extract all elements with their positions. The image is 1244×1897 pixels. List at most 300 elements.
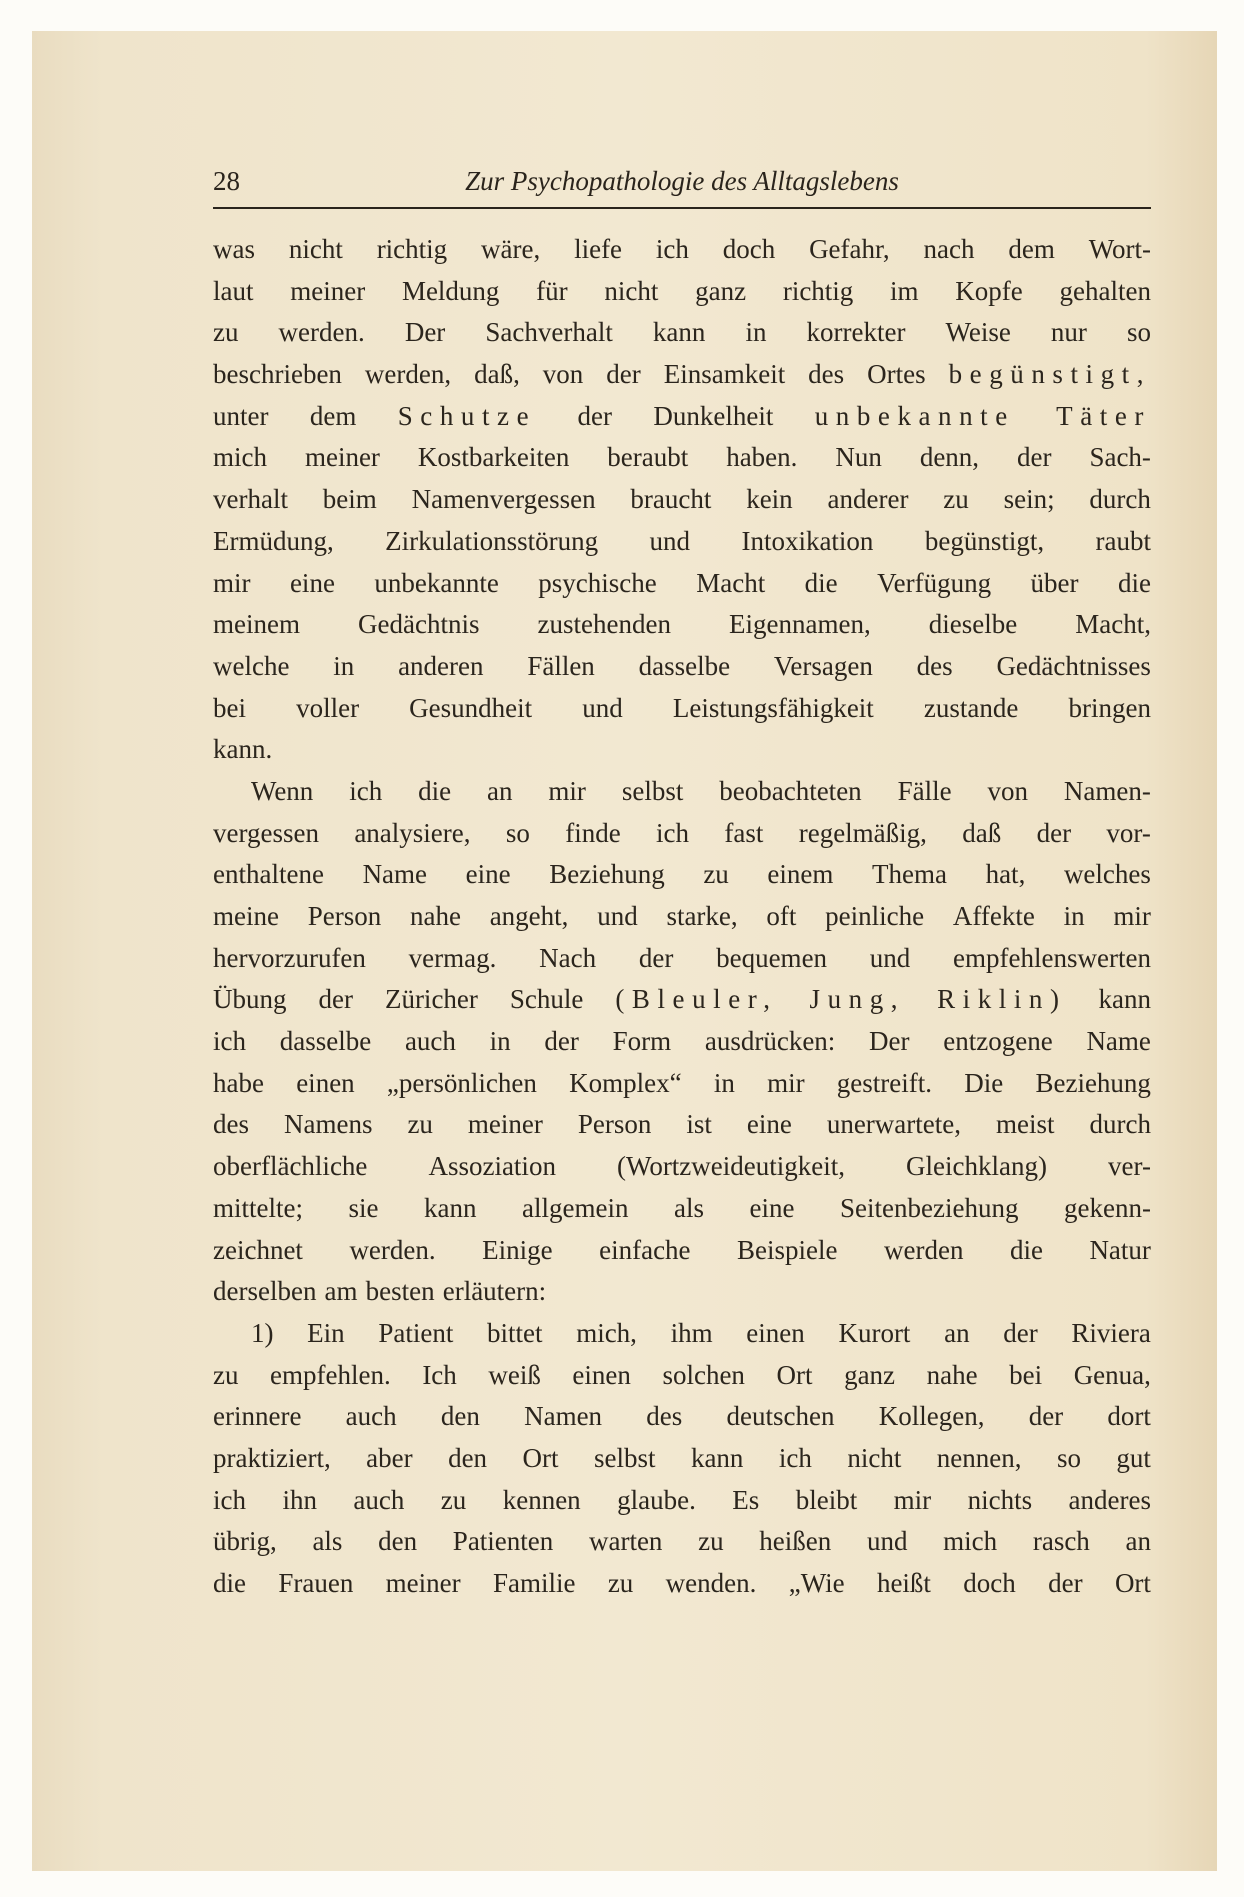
- word: über: [1030, 567, 1079, 598]
- word: sein;: [1003, 484, 1055, 515]
- word: Sachverhalt: [485, 317, 613, 348]
- word: bittet: [487, 1317, 543, 1348]
- text-line: [213, 1063, 1151, 1105]
- word: praktiziert,: [213, 1442, 331, 1473]
- word: welche: [213, 650, 290, 681]
- spaced-word: Jung,: [809, 984, 906, 1015]
- word: übrig,: [213, 1526, 277, 1557]
- word: dem: [1008, 234, 1055, 264]
- text-line: [213, 563, 1151, 605]
- text-line: [213, 1396, 1151, 1438]
- word: Ermüdung,: [213, 525, 334, 556]
- word: die: [1009, 1234, 1043, 1265]
- word: meist: [995, 1109, 1055, 1140]
- word: selbst: [593, 1442, 656, 1473]
- word: der: [1048, 1568, 1083, 1598]
- word: empfehlenswerten: [953, 942, 1151, 973]
- word: ihn: [282, 1484, 317, 1515]
- word: anderen: [398, 650, 484, 681]
- word: der: [1017, 442, 1052, 473]
- word: Komplex“: [569, 1067, 682, 1098]
- spaced-word: Täter: [1056, 400, 1151, 431]
- word: Gleichklang): [906, 1151, 1047, 1182]
- word: nichts: [967, 1484, 1033, 1515]
- word: mir: [767, 1067, 805, 1098]
- word: gehalten: [1059, 275, 1151, 306]
- word: korrekter: [806, 317, 906, 348]
- word: rasch: [1032, 1526, 1090, 1557]
- word: kann: [690, 1442, 744, 1473]
- text-line: [213, 688, 1151, 730]
- word: Zirkulationsstörung: [385, 525, 599, 556]
- word: auch: [404, 1026, 456, 1057]
- word: oft: [766, 901, 797, 931]
- text-line: [213, 354, 1151, 396]
- word: nach: [923, 234, 975, 264]
- word: nicht: [847, 1442, 902, 1473]
- word: erläutern:: [442, 1276, 547, 1307]
- spaced-word: Riklin): [937, 984, 1067, 1015]
- running-title: Zur Psychopathologie des Alltagslebens: [465, 166, 899, 196]
- word: welches: [1063, 859, 1151, 890]
- word: zeichnet: [213, 1234, 303, 1265]
- word: so: [1126, 317, 1151, 348]
- word: (Wortzweideutigkeit,: [617, 1151, 845, 1182]
- text-line: [213, 1438, 1151, 1480]
- word: Ich: [422, 1359, 457, 1390]
- word: empfehlen.: [270, 1359, 391, 1390]
- word: raubt: [1095, 525, 1151, 556]
- word: unerwartete,: [826, 1109, 961, 1140]
- word: und: [649, 525, 691, 556]
- word: Gesundheit: [409, 692, 533, 723]
- word: ganz: [844, 1359, 896, 1390]
- word: habe: [213, 1067, 264, 1098]
- word: in: [333, 650, 355, 681]
- word: Verfügung: [877, 567, 992, 598]
- word: Seitenbeziehung: [840, 1192, 1019, 1223]
- header-rule: [213, 207, 1151, 209]
- word: und: [582, 692, 623, 723]
- text-line: [213, 604, 1151, 646]
- word: als: [674, 1192, 704, 1223]
- word: und: [866, 1526, 908, 1557]
- word: Person: [307, 901, 382, 931]
- word: vermag.: [408, 942, 497, 973]
- word: Macht,: [1075, 609, 1151, 640]
- word: der: [577, 400, 612, 431]
- word: von: [987, 775, 1028, 806]
- word: ich: [349, 775, 383, 806]
- word: durch: [1089, 1109, 1151, 1140]
- word: beschrieben: [213, 359, 342, 390]
- text-line: [213, 1313, 1151, 1355]
- word: Kostbarkeiten: [417, 442, 570, 473]
- word: ist: [686, 1109, 712, 1140]
- word: Weise: [945, 317, 1011, 348]
- word: Genua,: [1073, 1359, 1151, 1390]
- word: Kopfe: [955, 275, 1023, 306]
- text-line: [213, 312, 1151, 354]
- word: doch: [722, 234, 776, 264]
- word: mir: [548, 775, 586, 806]
- word: solchen: [662, 1359, 745, 1390]
- word: den: [378, 1526, 418, 1557]
- word: aber: [366, 1442, 413, 1473]
- word: doch: [963, 1568, 1016, 1598]
- word: eine: [746, 1109, 792, 1140]
- page-header: [213, 166, 1151, 200]
- word: zu: [213, 317, 239, 348]
- word: erinnere: [213, 1401, 302, 1432]
- word: finde: [565, 817, 621, 848]
- word: auch: [353, 1484, 405, 1515]
- word: beim: [322, 484, 377, 515]
- word: Versagen: [773, 650, 873, 681]
- word: nicht: [604, 275, 659, 306]
- word: eine: [749, 1192, 795, 1223]
- word: der: [638, 942, 674, 973]
- text-line: [213, 938, 1151, 980]
- word: deutschen: [726, 1401, 835, 1432]
- word: daß: [962, 817, 1002, 848]
- word: entzogene: [943, 1026, 1053, 1057]
- text-line: [213, 271, 1151, 313]
- word: Dunkelheit: [653, 400, 774, 431]
- word: Einige: [482, 1234, 553, 1265]
- word: „persönlichen: [386, 1067, 537, 1098]
- text-line: [213, 479, 1151, 521]
- text-line: [213, 854, 1151, 896]
- page-number: 28: [213, 166, 240, 196]
- word: Fällen: [527, 650, 595, 681]
- word: nahe: [409, 901, 461, 931]
- word: kann: [1098, 984, 1151, 1015]
- word: anderer: [827, 484, 909, 515]
- word: der: [1003, 1317, 1038, 1348]
- word: der: [544, 1026, 579, 1057]
- word: werden,: [364, 359, 452, 390]
- word: starke,: [666, 901, 738, 931]
- word: Fälle: [897, 775, 952, 806]
- word: einfache: [599, 1234, 691, 1265]
- word: Assoziation: [428, 1151, 556, 1182]
- word: Ort: [1114, 1568, 1151, 1598]
- word: des: [213, 1109, 249, 1140]
- text-line: [213, 979, 1151, 1021]
- word: beobachteten: [719, 775, 862, 806]
- word: bringen: [1068, 692, 1151, 723]
- word: Patient: [378, 1317, 454, 1348]
- word: gekenn-: [1063, 1192, 1151, 1223]
- word: werden.: [349, 1234, 436, 1265]
- word: Ein: [307, 1317, 345, 1348]
- word: Thema: [872, 859, 947, 890]
- word: an: [487, 775, 513, 806]
- word: dieselbe: [928, 609, 1018, 640]
- word: meiner: [304, 442, 380, 473]
- word: des: [808, 359, 845, 390]
- word: peinliche: [825, 901, 925, 931]
- word: nicht: [288, 234, 343, 264]
- word: Gefahr,: [809, 234, 890, 264]
- word: für: [536, 275, 568, 306]
- word: begünstigt,: [924, 525, 1045, 556]
- word: meine: [213, 901, 279, 931]
- word: braucht: [630, 484, 712, 515]
- word: sie: [348, 1192, 379, 1223]
- word: die: [1117, 567, 1151, 598]
- text-line: [213, 1104, 1151, 1146]
- word: mich,: [576, 1317, 637, 1348]
- word: vor-: [1106, 817, 1151, 848]
- word: einen: [296, 1067, 355, 1098]
- word: der: [606, 359, 641, 390]
- word: Übung: [213, 984, 287, 1015]
- word: was: [213, 234, 255, 264]
- word: verhalt: [213, 484, 288, 515]
- word: Wenn: [251, 775, 314, 806]
- text-line: [213, 1146, 1151, 1188]
- word: ver-: [1108, 1151, 1151, 1182]
- word: zu: [407, 1109, 433, 1140]
- word: richtig: [376, 234, 448, 264]
- word: und: [869, 942, 911, 973]
- word: hervorzurufen: [213, 942, 366, 973]
- word: in: [745, 317, 767, 348]
- word: dasselbe: [638, 650, 731, 681]
- word: eine: [289, 567, 335, 598]
- word: die: [804, 567, 838, 598]
- word: Eigennamen,: [729, 609, 871, 640]
- word: meiner: [385, 1568, 461, 1598]
- word: angeht,: [489, 901, 569, 931]
- word: Gedächtnis: [358, 609, 480, 640]
- word: an: [944, 1317, 970, 1348]
- word: am: [324, 1276, 358, 1307]
- word: Person: [577, 1109, 652, 1140]
- word: bleibt: [795, 1484, 858, 1515]
- word: mir: [893, 1484, 932, 1515]
- word: Name: [1086, 1026, 1151, 1057]
- word: anderes: [1068, 1484, 1151, 1515]
- word: bei: [213, 692, 246, 723]
- word: bei: [1009, 1359, 1043, 1390]
- word: heißen: [759, 1526, 832, 1557]
- word: Leistungsfähigkeit: [672, 692, 874, 723]
- word: gut: [1116, 1442, 1151, 1473]
- word: Wort-: [1088, 234, 1151, 264]
- word: in: [713, 1067, 735, 1098]
- word: glaube.: [617, 1484, 696, 1515]
- word: zu: [607, 1568, 634, 1598]
- word: Namen: [524, 1401, 603, 1432]
- word: kann.: [213, 734, 273, 765]
- text-line: [213, 896, 1151, 938]
- word: heißt: [876, 1568, 931, 1598]
- word: unter: [213, 400, 269, 431]
- word: als: [312, 1526, 343, 1557]
- word: mir: [1113, 901, 1151, 931]
- word: bequemen: [716, 942, 828, 973]
- word: denn,: [919, 442, 980, 473]
- word: Riviera: [1071, 1317, 1151, 1348]
- word: Es: [732, 1484, 760, 1515]
- word: derselben: [213, 1276, 317, 1307]
- word: den: [440, 1401, 480, 1432]
- word: die: [418, 775, 452, 806]
- word: an: [1125, 1526, 1151, 1557]
- word: kann: [424, 1192, 477, 1223]
- word: zu: [213, 1359, 239, 1390]
- word: warten: [588, 1526, 663, 1557]
- word: ich: [778, 1442, 812, 1473]
- word: Der: [869, 1026, 910, 1057]
- word: Gedächtnisses: [996, 650, 1151, 681]
- word: Züricher: [384, 984, 478, 1015]
- word: von: [542, 359, 584, 390]
- word: kann: [652, 317, 706, 348]
- word: Patienten: [452, 1526, 554, 1557]
- word: mir: [213, 567, 251, 598]
- word: daß,: [474, 359, 520, 390]
- word: meiner: [467, 1109, 543, 1140]
- text-line: [213, 521, 1151, 563]
- word: nennen,: [936, 1442, 1022, 1473]
- word: Namen-: [1063, 775, 1151, 806]
- word: liefe: [574, 234, 623, 264]
- word: gestreift.: [836, 1067, 933, 1098]
- word: wäre,: [481, 234, 541, 264]
- word: im: [890, 275, 919, 306]
- word: Natur: [1089, 1234, 1151, 1265]
- word: zu: [703, 859, 729, 890]
- word: Die: [964, 1067, 1004, 1098]
- word: der: [1028, 1401, 1064, 1432]
- text-line: [213, 1480, 1151, 1522]
- word: haben.: [726, 442, 798, 473]
- text-line: [213, 1188, 1151, 1230]
- text-line: [213, 646, 1151, 688]
- word: dem: [309, 400, 357, 431]
- word: 1): [251, 1317, 274, 1348]
- word: Beziehung: [549, 859, 665, 890]
- word: laut: [213, 275, 254, 306]
- word: Einsamkeit: [663, 359, 786, 390]
- word: hat,: [985, 859, 1026, 890]
- word: ich: [655, 234, 689, 264]
- word: Nun: [835, 442, 882, 473]
- text-line: [213, 1230, 1151, 1272]
- text-line: [213, 437, 1151, 479]
- spaced-word: Schutze: [397, 400, 537, 431]
- word: unbekannte: [374, 567, 499, 598]
- text-line: [213, 229, 1151, 271]
- word: einen: [746, 1317, 805, 1348]
- word: durch: [1089, 484, 1151, 515]
- text-line: [213, 1021, 1151, 1063]
- spaced-word: begünstigt,: [948, 359, 1151, 390]
- word: Meldung: [401, 275, 500, 306]
- spaced-word: unbekannte: [814, 400, 1015, 431]
- spaced-word: (Bleuler,: [615, 984, 778, 1015]
- body-text: [213, 229, 1151, 1605]
- word: so: [1056, 1442, 1081, 1473]
- word: mittelte;: [213, 1192, 303, 1223]
- word: ich: [656, 817, 690, 848]
- word: richtig: [782, 275, 854, 306]
- word: in: [1063, 901, 1085, 931]
- word: Kurort: [838, 1317, 911, 1348]
- word: wenden.: [665, 1568, 757, 1598]
- word: die: [213, 1568, 246, 1598]
- word: zustande: [923, 692, 1019, 723]
- word: selbst: [621, 775, 684, 806]
- word: zu: [943, 484, 969, 515]
- word: enthaltene: [213, 859, 324, 890]
- word: Der: [404, 317, 446, 348]
- text-line: [213, 1521, 1151, 1563]
- word: allgemein: [522, 1192, 629, 1223]
- word: einem: [767, 859, 834, 890]
- text-line: [213, 396, 1151, 438]
- word: meiner: [290, 275, 366, 306]
- text-line: [213, 813, 1151, 855]
- word: Affekte: [952, 901, 1035, 931]
- word: Ort: [522, 1442, 559, 1473]
- word: Ort: [776, 1359, 813, 1390]
- word: Namens: [283, 1109, 373, 1140]
- word: ich: [213, 1026, 246, 1057]
- text-line: [213, 729, 1151, 771]
- word: einen: [572, 1359, 631, 1390]
- word: ganz: [695, 275, 747, 306]
- word: kennen: [502, 1484, 581, 1515]
- word: nahe: [926, 1359, 978, 1390]
- word: regelmäßig,: [798, 817, 927, 848]
- word: ihm: [670, 1317, 713, 1348]
- word: Beispiele: [737, 1234, 838, 1265]
- word: in: [489, 1026, 511, 1057]
- text-line: [213, 1563, 1151, 1605]
- word: oberflächliche: [213, 1151, 368, 1182]
- word: Ortes: [867, 359, 926, 390]
- text-line: [213, 771, 1151, 813]
- word: Name: [362, 859, 428, 890]
- word: des: [916, 650, 953, 681]
- word: fast: [724, 817, 764, 848]
- word: kein: [746, 484, 793, 515]
- word: Form: [612, 1026, 672, 1057]
- word: werden: [884, 1234, 964, 1265]
- word: werden.: [278, 317, 365, 348]
- word: voller: [296, 692, 360, 723]
- word: der: [318, 984, 353, 1015]
- word: so: [505, 817, 530, 848]
- word: Sach-: [1089, 442, 1151, 473]
- word: zu: [440, 1484, 467, 1515]
- word: des: [646, 1401, 683, 1432]
- word: eine: [465, 859, 511, 890]
- word: Intoxikation: [741, 525, 874, 556]
- word: Beziehung: [1035, 1067, 1151, 1098]
- word: ich: [213, 1484, 246, 1515]
- word: Schule: [509, 984, 584, 1015]
- word: weiß: [488, 1359, 541, 1390]
- word: zu: [698, 1526, 724, 1557]
- word: den: [448, 1442, 488, 1473]
- text-line: [213, 1355, 1151, 1397]
